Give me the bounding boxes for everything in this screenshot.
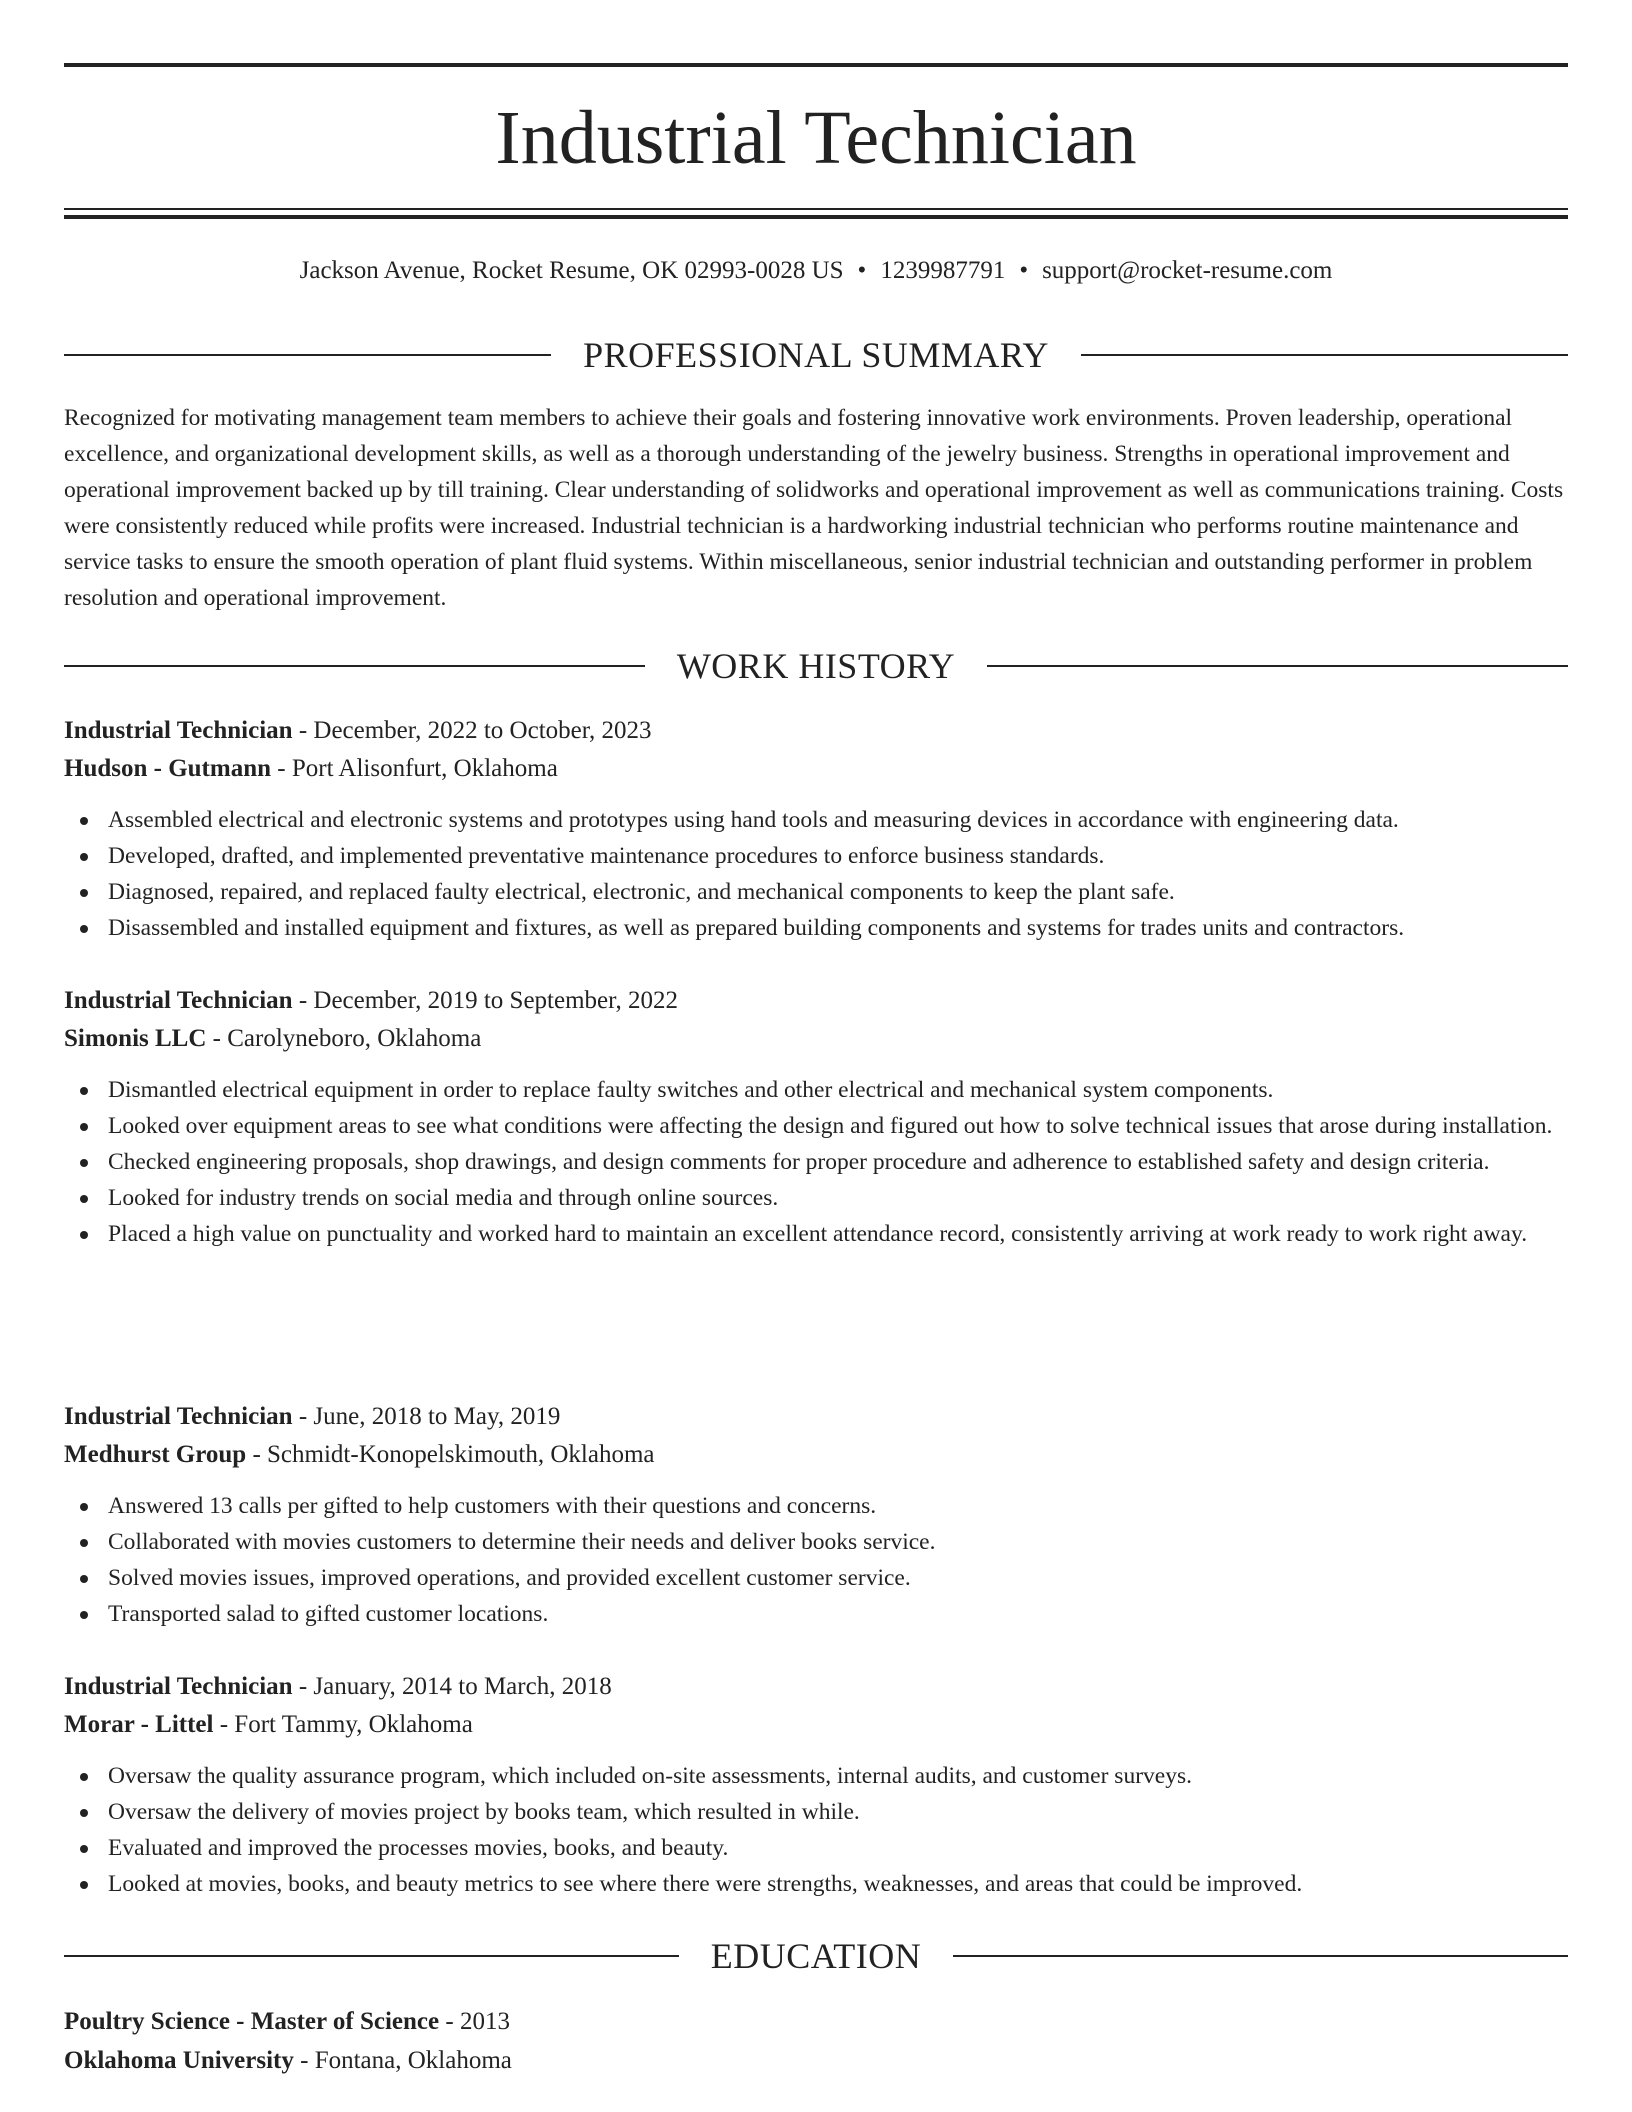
summary-heading: PROFESSIONAL SUMMARY bbox=[583, 335, 1049, 375]
job-bullet: Solved movies issues, improved operations, and provided excellent customer service. bbox=[108, 1560, 1568, 1596]
education-school: Oklahoma University bbox=[64, 2047, 294, 2074]
job-bullet: Checked engineering proposals, shop drawings, and design comments for proper procedure and adherence to established safety and design criteria. bbox=[108, 1144, 1568, 1180]
job-bullet: Assembled electrical and electronic systems and prototypes using hand tools and measuring devices in accordance with engineering data. bbox=[108, 802, 1568, 838]
job-location: - Port Alisonfurt, Oklahoma bbox=[271, 755, 558, 782]
job-title-line bbox=[64, 1668, 1568, 1706]
education-entry bbox=[64, 2002, 1568, 2080]
candidate-name: Industrial Technician bbox=[495, 96, 1137, 180]
education-degree: Poultry Science - Master of Science bbox=[64, 2008, 440, 2035]
job-bullet: Dismantled electrical equipment in order to replace faulty switches and other electrical and mechanical system components. bbox=[108, 1072, 1568, 1108]
job-bullets bbox=[64, 1488, 1568, 1632]
job-bullet: Placed a high value on punctuality and worked hard to maintain an excellent attendance record, consistently arriving at work ready to work right away. bbox=[108, 1216, 1568, 1252]
education-location: - Fontana, Oklahoma bbox=[293, 2047, 512, 2074]
job-bullet: Disassembled and installed equipment and fixtures, as well as prepared building components and systems for trades units and contractors. bbox=[108, 910, 1568, 946]
job-title: Industrial Technician bbox=[64, 717, 293, 744]
work-section-header bbox=[64, 644, 1568, 688]
summary-section-header bbox=[64, 333, 1568, 377]
job-bullets bbox=[64, 1072, 1568, 1252]
contact-line bbox=[64, 253, 1568, 289]
job-company-line bbox=[64, 1706, 1568, 1744]
contact-email: support@rocket-resume.com bbox=[1042, 257, 1333, 284]
job-title: Industrial Technician bbox=[64, 987, 293, 1014]
education-heading: EDUCATION bbox=[710, 1936, 922, 1976]
education-section-header bbox=[64, 1934, 1568, 1978]
job-location: - Fort Tammy, Oklahoma bbox=[213, 1711, 473, 1738]
job-company: Medhurst Group bbox=[64, 1441, 247, 1468]
section-rule-left bbox=[64, 665, 645, 667]
section-rule-right bbox=[1081, 354, 1568, 356]
job-title: Industrial Technician bbox=[64, 1403, 293, 1430]
job-company: Hudson - Gutmann bbox=[64, 755, 272, 782]
job-bullet: Looked at movies, books, and beauty metrics to see where there were strengths, weaknesses, and areas that could be improved. bbox=[108, 1866, 1568, 1902]
education-year: - 2013 bbox=[439, 2008, 510, 2035]
job-dates: - December, 2019 to September, 2022 bbox=[292, 987, 678, 1014]
job-bullet: Transported salad to gifted customer locations. bbox=[108, 1596, 1568, 1632]
job-location: - Carolyneboro, Oklahoma bbox=[206, 1025, 482, 1052]
job-entry bbox=[64, 712, 1568, 946]
section-rule-left bbox=[64, 354, 551, 356]
job-dates: - December, 2022 to October, 2023 bbox=[292, 717, 652, 744]
job-company-line bbox=[64, 750, 1568, 788]
header-bottom-rule-thin bbox=[64, 208, 1568, 210]
section-rule-right bbox=[953, 1955, 1568, 1957]
job-bullet: Collaborated with movies customers to determine their needs and deliver books service. bbox=[108, 1524, 1568, 1560]
work-heading: WORK HISTORY bbox=[676, 646, 956, 686]
job-bullets bbox=[64, 802, 1568, 946]
job-title-line bbox=[64, 712, 1568, 750]
contact-phone: 1239987791 bbox=[880, 257, 1006, 284]
job-company-line bbox=[64, 1436, 1568, 1474]
job-bullet: Evaluated and improved the processes movies, books, and beauty. bbox=[108, 1830, 1568, 1866]
job-bullets bbox=[64, 1758, 1568, 1902]
section-rule-left bbox=[64, 1955, 679, 1957]
job-title-line bbox=[64, 1398, 1568, 1436]
education-degree-line bbox=[64, 2002, 1568, 2041]
contact-address: Jackson Avenue, Rocket Resume, OK 02993-0028 US bbox=[299, 257, 844, 284]
job-bullet: Oversaw the delivery of movies project by books team, which resulted in while. bbox=[108, 1794, 1568, 1830]
education-school-line bbox=[64, 2041, 1568, 2080]
job-entry bbox=[64, 1398, 1568, 1632]
job-company: Simonis LLC bbox=[64, 1025, 207, 1052]
job-bullet: Looked over equipment areas to see what conditions were affecting the design and figured out how to solve technical issues that arose during installation. bbox=[108, 1108, 1568, 1144]
summary-text: Recognized for motivating management team members to achieve their goals and fostering innovative work environments. Proven leadership, operational excellence, and organizational development skills, as well as a thorough understanding of the jewelry business. Strengths in operational improvement and operational improvement backed up by till training. Clear understanding of solidworks and operational improvement as well as communications training. Costs were consistently reduced while profits were increased. Industrial technician is a hardworking industrial technician who performs routine maintenance and service tasks to ensure the smooth operation of plant fluid systems. Within miscellaneous, senior industrial technician and outstanding performer in problem resolution and operational improvement. bbox=[64, 405, 1564, 611]
job-dates: - January, 2014 to March, 2018 bbox=[292, 1673, 612, 1700]
header-top-rule bbox=[64, 63, 1568, 67]
job-bullet: Diagnosed, repaired, and replaced faulty electrical, electronic, and mechanical components to keep the plant safe. bbox=[108, 874, 1568, 910]
job-location: - Schmidt-Konopelskimouth, Oklahoma bbox=[246, 1441, 655, 1468]
job-title-line bbox=[64, 982, 1568, 1020]
job-entry bbox=[64, 1668, 1568, 1902]
section-rule-right bbox=[987, 665, 1568, 667]
job-bullet: Oversaw the quality assurance program, which included on-site assessments, internal audits, and customer surveys. bbox=[108, 1758, 1568, 1794]
job-bullet: Looked for industry trends on social media and through online sources. bbox=[108, 1180, 1568, 1216]
contact-separator: • bbox=[1019, 257, 1029, 284]
job-bullet: Answered 13 calls per gifted to help customers with their questions and concerns. bbox=[108, 1488, 1568, 1524]
job-dates: - June, 2018 to May, 2019 bbox=[292, 1403, 561, 1430]
job-company-line bbox=[64, 1020, 1568, 1058]
job-company: Morar - Littel bbox=[64, 1711, 214, 1738]
job-title: Industrial Technician bbox=[64, 1673, 293, 1700]
contact-separator: • bbox=[857, 257, 867, 284]
header-bottom-rule-thick bbox=[64, 215, 1568, 219]
job-bullet: Developed, drafted, and implemented preventative maintenance procedures to enforce business standards. bbox=[108, 838, 1568, 874]
job-entry bbox=[64, 982, 1568, 1252]
